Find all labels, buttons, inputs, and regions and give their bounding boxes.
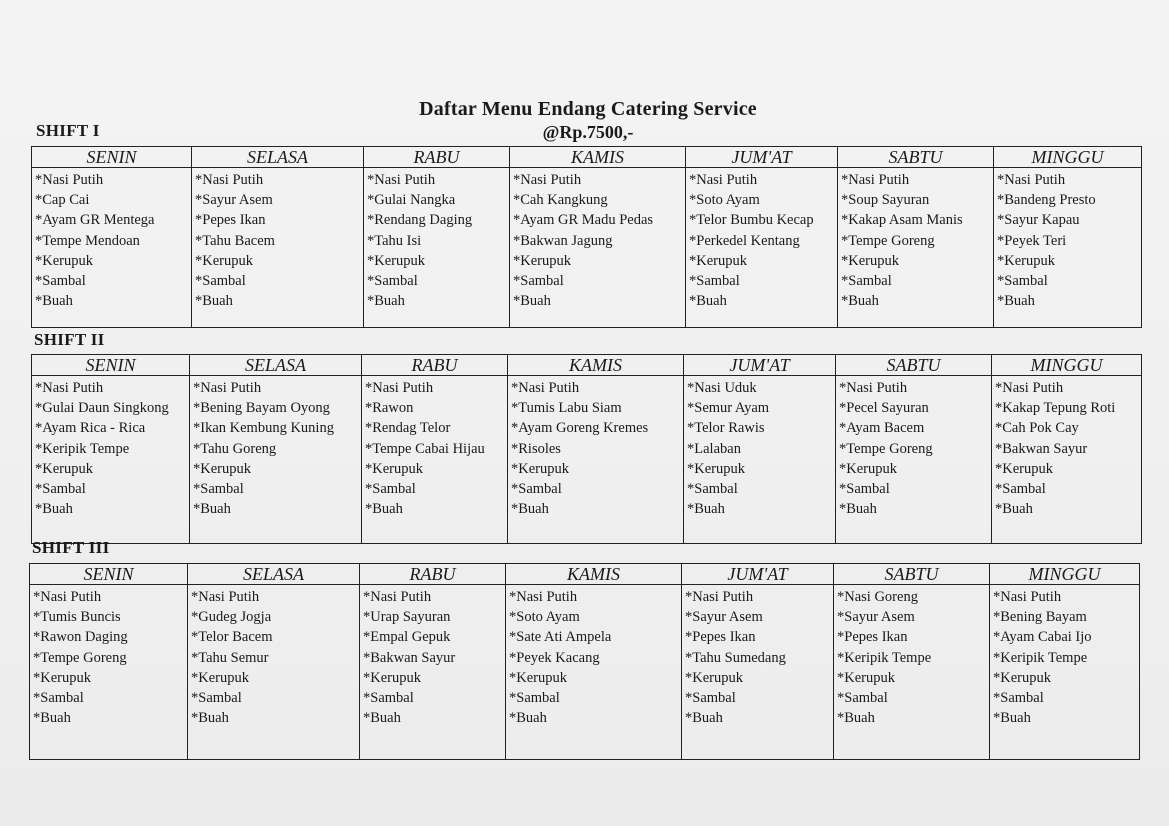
menu-item: *Keripik Tempe xyxy=(993,649,1088,666)
day-header: RABU xyxy=(362,355,508,376)
menu-item: *Soup Sayuran xyxy=(841,192,930,209)
menu-item: *Buah xyxy=(997,293,1035,310)
menu-item: *Nasi Putih xyxy=(995,380,1064,396)
menu-item: *Kerupuk xyxy=(193,460,251,477)
menu-item: *Keripik Tempe xyxy=(35,440,130,457)
menu-item: *Kerupuk xyxy=(993,669,1051,686)
menu-item: *Sambal xyxy=(511,481,562,498)
day-header: KAMIS xyxy=(506,564,682,585)
menu-item: *Sambal xyxy=(837,690,888,707)
shift-1-menu-row xyxy=(32,168,1142,328)
menu-item: *Bening Bayam Oyong xyxy=(193,400,330,417)
menu-item: *Sambal xyxy=(513,273,564,290)
menu-cell xyxy=(684,376,836,544)
menu-cell xyxy=(836,376,992,544)
menu-item: *Kerupuk xyxy=(511,460,569,477)
menu-item: *Sambal xyxy=(193,481,244,498)
menu-item: *Buah xyxy=(995,501,1033,518)
menu-item: *Ayam GR Mentega xyxy=(35,212,155,229)
menu-item: *Sayur Asem xyxy=(685,609,763,626)
menu-item: *Ayam Cabai Ijo xyxy=(993,629,1092,646)
menu-item: *Cah Pok Cay xyxy=(995,420,1079,437)
menu-item: *Kerupuk xyxy=(363,669,421,686)
menu-cell xyxy=(192,168,364,328)
day-header: MINGGU xyxy=(994,147,1142,168)
menu-item: *Kerupuk xyxy=(687,460,745,477)
menu-item: *Lalaban xyxy=(687,440,741,457)
menu-item: *Sayur Kapau xyxy=(997,212,1080,229)
day-header: JUM'AT xyxy=(686,147,838,168)
shift-3-table xyxy=(29,563,1140,760)
menu-item: *Kerupuk xyxy=(839,460,897,477)
menu-item: *Tempe Goreng xyxy=(33,649,127,666)
menu-item: *Bakwan Sayur xyxy=(363,649,456,666)
day-header: SENIN xyxy=(32,147,192,168)
menu-item: *Pepes Ikan xyxy=(837,629,908,646)
menu-item: *Nasi Putih xyxy=(841,172,910,188)
menu-cell xyxy=(508,376,684,544)
menu-item: *Tahu Bacem xyxy=(195,232,275,249)
day-header: SABTU xyxy=(836,355,992,376)
day-header: KAMIS xyxy=(510,147,686,168)
menu-item: *Buah xyxy=(689,293,727,310)
day-header: SELASA xyxy=(192,147,364,168)
menu-item: *Kerupuk xyxy=(685,669,743,686)
menu-item: *Nasi Putih xyxy=(689,172,758,188)
menu-item: *Tempe Mendoan xyxy=(35,232,140,249)
menu-item: *Sayur Asem xyxy=(837,609,915,626)
menu-item: *Sambal xyxy=(509,690,560,707)
menu-item: *Buah xyxy=(839,501,877,518)
shift-1-table xyxy=(31,146,1142,328)
day-header: SENIN xyxy=(32,355,190,376)
menu-item: *Telor Rawis xyxy=(687,420,765,437)
menu-item: *Buah xyxy=(367,293,405,310)
menu-item: *Sambal xyxy=(191,690,242,707)
menu-item: *Soto Ayam xyxy=(509,609,580,626)
menu-item: *Buah xyxy=(685,710,723,727)
day-header: KAMIS xyxy=(508,355,684,376)
day-header: MINGGU xyxy=(992,355,1142,376)
menu-item: *Sayur Asem xyxy=(195,192,273,209)
menu-cell xyxy=(686,168,838,328)
menu-cell xyxy=(360,585,506,760)
menu-item: *Semur Ayam xyxy=(687,400,770,417)
shift-1-header-row xyxy=(32,147,1142,168)
shift-2-table xyxy=(31,354,1142,544)
menu-item: *Sambal xyxy=(365,481,416,498)
menu-item: *Buah xyxy=(195,293,233,310)
menu-item: *Sambal xyxy=(685,690,736,707)
menu-item: *Ayam Bacem xyxy=(839,420,925,437)
menu-cell xyxy=(362,376,508,544)
menu-item: *Keripik Tempe xyxy=(837,649,932,666)
shift-1-label: SHIFT I xyxy=(36,121,100,140)
day-header: SENIN xyxy=(30,564,188,585)
menu-item: *Sambal xyxy=(35,273,86,290)
menu-item: *Nasi Putih xyxy=(993,589,1062,605)
menu-cell xyxy=(838,168,994,328)
menu-item: *Buah xyxy=(35,293,73,310)
day-header: SELASA xyxy=(188,564,360,585)
menu-item: *Buah xyxy=(363,710,401,727)
menu-item: *Perkedel Kentang xyxy=(689,232,800,249)
menu-item: *Rendang Daging xyxy=(367,212,473,229)
menu-item: *Nasi Putih xyxy=(509,589,578,605)
menu-item: *Nasi Putih xyxy=(195,172,264,188)
menu-item: *Sambal xyxy=(687,481,738,498)
menu-item: *Buah xyxy=(841,293,879,310)
menu-item: *Nasi Putih xyxy=(839,380,908,396)
menu-item: *Kerupuk xyxy=(367,252,425,269)
menu-item: *Bakwan Jagung xyxy=(513,232,613,249)
menu-item: *Nasi Putih xyxy=(685,589,754,605)
menu-cell xyxy=(506,585,682,760)
menu-item: *Ikan Kembung Kuning xyxy=(193,420,334,437)
menu-item: *Nasi Uduk xyxy=(687,380,757,396)
menu-item: *Sambal xyxy=(995,481,1046,498)
menu-item: *Tahu Goreng xyxy=(193,440,277,457)
shift-3-menu-row xyxy=(30,585,1140,760)
menu-item: *Tahu Isi xyxy=(367,232,422,249)
menu-cell xyxy=(994,168,1142,328)
menu-item: *Nasi Putih xyxy=(191,589,260,605)
shift-3-label: SHIFT III xyxy=(32,538,110,557)
menu-item: *Cap Cai xyxy=(35,192,90,209)
menu-item: *Nasi Putih xyxy=(35,380,104,396)
menu-item: *Buah xyxy=(35,501,73,518)
menu-item: *Nasi Putih xyxy=(363,589,432,605)
menu-item: *Gulai Nangka xyxy=(367,192,456,209)
menu-item: *Tumis Labu Siam xyxy=(511,400,622,417)
menu-item: *Pepes Ikan xyxy=(685,629,756,646)
day-header: JUM'AT xyxy=(684,355,836,376)
menu-item: *Buah xyxy=(993,710,1031,727)
menu-item: *Empal Gepuk xyxy=(363,629,451,646)
menu-item: *Buah xyxy=(365,501,403,518)
shift-2-menu-row xyxy=(32,376,1142,544)
menu-item: *Soto Ayam xyxy=(689,192,760,209)
menu-cell xyxy=(510,168,686,328)
menu-item: *Buah xyxy=(33,710,71,727)
menu-item: *Nasi Goreng xyxy=(837,589,918,605)
menu-item: *Rawon Daging xyxy=(33,629,128,646)
menu-item: *Sambal xyxy=(689,273,740,290)
menu-item: *Kerupuk xyxy=(513,252,571,269)
menu-cell xyxy=(834,585,990,760)
menu-item: *Tumis Buncis xyxy=(33,609,121,626)
menu-item: *Nasi Putih xyxy=(365,380,434,396)
menu-cell xyxy=(32,376,190,544)
menu-item: *Kerupuk xyxy=(365,460,423,477)
menu-item: *Pepes Ikan xyxy=(195,212,266,229)
menu-cell xyxy=(682,585,834,760)
menu-item: *Bandeng Presto xyxy=(997,192,1096,209)
menu-item: *Gudeg Jogja xyxy=(191,609,272,626)
menu-cell xyxy=(32,168,192,328)
menu-item: *Buah xyxy=(511,501,549,518)
menu-item: *Nasi Putih xyxy=(513,172,582,188)
menu-item: *Nasi Putih xyxy=(367,172,436,188)
menu-item: *Sambal xyxy=(33,690,84,707)
menu-cell xyxy=(992,376,1142,544)
menu-item: *Kakap Tepung Roti xyxy=(995,400,1116,417)
menu-item: *Buah xyxy=(837,710,875,727)
menu-item: *Kerupuk xyxy=(841,252,899,269)
day-header: SABTU xyxy=(834,564,990,585)
menu-item: *Peyek Teri xyxy=(997,232,1067,249)
menu-item: *Nasi Putih xyxy=(35,172,104,188)
menu-item: *Tahu Sumedang xyxy=(685,649,786,666)
menu-item: *Kerupuk xyxy=(35,252,93,269)
menu-item: *Rendag Telor xyxy=(365,420,451,437)
menu-item: *Urap Sayuran xyxy=(363,609,451,626)
menu-item: *Kakap Asam Manis xyxy=(841,212,963,229)
menu-item: *Kerupuk xyxy=(995,460,1053,477)
day-header: SABTU xyxy=(838,147,994,168)
menu-item: *Telor Bumbu Kecap xyxy=(689,212,814,229)
menu-item: *Kerupuk xyxy=(509,669,567,686)
price-label: @Rp.7500,- xyxy=(542,122,634,142)
menu-item: *Tahu Semur xyxy=(191,649,269,666)
menu-item: *Nasi Putih xyxy=(997,172,1066,188)
day-header: RABU xyxy=(364,147,510,168)
menu-item: *Sambal xyxy=(367,273,418,290)
shift-2-label: SHIFT II xyxy=(34,330,105,349)
menu-item: *Ayam Goreng Kremes xyxy=(511,420,649,437)
document-title: Daftar Menu Endang Catering Service xyxy=(419,98,757,120)
menu-item: *Kerupuk xyxy=(33,669,91,686)
menu-item: *Kerupuk xyxy=(689,252,747,269)
menu-item: *Gulai Daun Singkong xyxy=(35,400,169,417)
menu-item: *Buah xyxy=(687,501,725,518)
menu-item: *Kerupuk xyxy=(191,669,249,686)
menu-item: *Ayam Rica - Rica xyxy=(35,420,146,437)
day-header: MINGGU xyxy=(990,564,1140,585)
menu-item: *Sambal xyxy=(195,273,246,290)
menu-item: *Sambal xyxy=(993,690,1044,707)
menu-item: *Kerupuk xyxy=(35,460,93,477)
menu-item: *Buah xyxy=(193,501,231,518)
menu-item: *Sambal xyxy=(997,273,1048,290)
menu-item: *Kerupuk xyxy=(195,252,253,269)
menu-item: *Risoles xyxy=(511,440,561,457)
menu-cell xyxy=(364,168,510,328)
menu-item: *Kerupuk xyxy=(837,669,895,686)
menu-item: *Nasi Putih xyxy=(511,380,580,396)
menu-item: *Nasi Putih xyxy=(33,589,102,605)
menu-item: *Sate Ati Ampela xyxy=(509,629,612,646)
day-header: SELASA xyxy=(190,355,362,376)
menu-cell xyxy=(190,376,362,544)
menu-item: *Sambal xyxy=(35,481,86,498)
menu-item: *Cah Kangkung xyxy=(513,192,608,209)
menu-item: *Tempe Goreng xyxy=(839,440,933,457)
menu-item: *Tempe Cabai Hijau xyxy=(365,440,485,457)
menu-item: *Sambal xyxy=(839,481,890,498)
day-header: RABU xyxy=(360,564,506,585)
menu-cell xyxy=(990,585,1140,760)
menu-item: *Nasi Putih xyxy=(193,380,262,396)
menu-item: *Pecel Sayuran xyxy=(839,400,929,417)
menu-item: *Kerupuk xyxy=(997,252,1055,269)
menu-item: *Rawon xyxy=(365,400,414,417)
menu-item: *Sambal xyxy=(363,690,414,707)
menu-item: *Sambal xyxy=(841,273,892,290)
menu-cell xyxy=(30,585,188,760)
menu-item: *Bening Bayam xyxy=(993,609,1087,626)
menu-item: *Buah xyxy=(509,710,547,727)
menu-item: *Telor Bacem xyxy=(191,629,273,646)
menu-cell xyxy=(188,585,360,760)
menu-item: *Bakwan Sayur xyxy=(995,440,1088,457)
menu-item: *Buah xyxy=(191,710,229,727)
shift-2-header-row xyxy=(32,355,1142,376)
day-header: JUM'AT xyxy=(682,564,834,585)
menu-item: *Peyek Kacang xyxy=(509,649,600,666)
menu-item: *Ayam GR Madu Pedas xyxy=(513,212,654,229)
menu-item: *Tempe Goreng xyxy=(841,232,935,249)
menu-item: *Buah xyxy=(513,293,551,310)
shift-3-header-row xyxy=(30,564,1140,585)
